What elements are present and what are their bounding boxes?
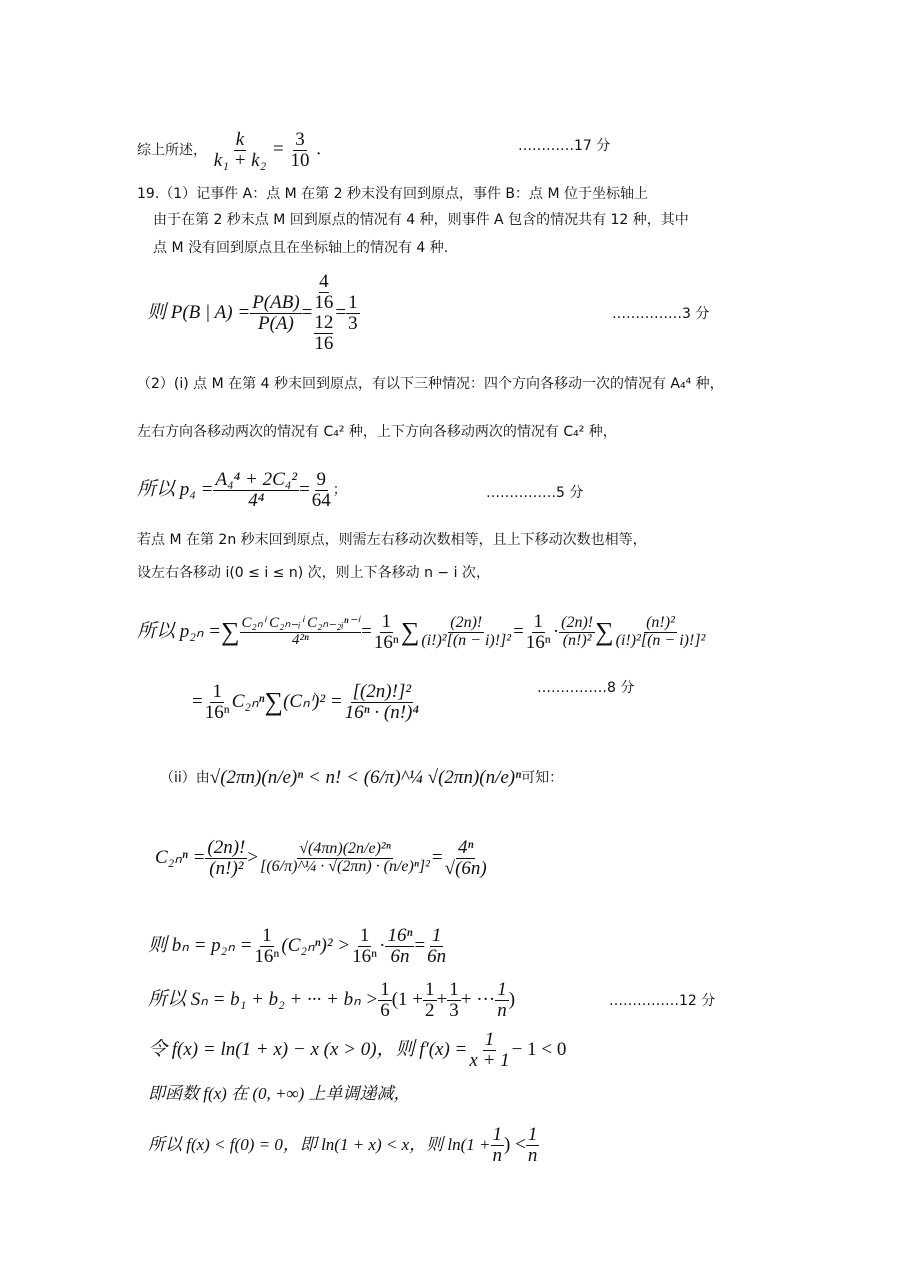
score-8: ……………8 分 — [537, 680, 635, 696]
fraction-1-3b: $\frac{1}{3}$ — [449, 978, 459, 1021]
q19-line-3: 点 M 没有回到原点且在坐标轴上的情况有 4 种. — [153, 240, 449, 256]
fraction-last-2: 1 n — [527, 1123, 538, 1166]
sn-inequality: 所以 Sₙ = b₁ + b₂ + ··· + bₙ > 1 6 (1 + $\frac{1}{2}$ + $\frac{1}{3}$ + ··· 1 n ) — [148, 978, 516, 1021]
part2-line-1: （2）(i) 点 M 在第 4 秒末回到原点，有以下三种情况：四个方向各移动一次的情况有 A₄⁴ 种， — [137, 376, 724, 392]
conclusion-line: 所以 f(x) < f(0) = 0，即 ln(1 + x) < x，则 ln(1 + $\frac{1}{n}$ ) < 1 n — [148, 1123, 538, 1166]
score-17: …………17 分 — [518, 138, 611, 154]
fraction-3-10: $\frac{3}{10}$ — [290, 129, 310, 171]
fraction-1-3: $\frac{1}{3}$ — [348, 291, 358, 334]
part2-line-5: 设左右各移动 i(0 ≤ i ≤ n) 次，则上下各移动 n − i 次， — [137, 565, 490, 581]
fraction-1-n: 1 n — [497, 978, 507, 1021]
fraction-bn-1: $\frac{1}{\text{16ⁿ}}$ — [254, 924, 280, 967]
summary-line: 综上所述， $\frac{k}{\text{k₁ + k₂}}$ = $\frac{3}{10}$ . — [137, 129, 321, 171]
fraction-pab-pa: $\frac{P(AB)}{P(A)}$ — [252, 291, 300, 334]
p4-formula: 所以 p₄ = $\frac{\text{A₄⁴ + 2C₄²}}{\text{4⁴}}$ = $\frac{9}{64}$ ； — [137, 468, 347, 511]
fraction-1-6: 1 6 — [380, 978, 390, 1021]
fraction-1-16n-b: $\frac{1}{\text{16ⁿ}}$ — [525, 610, 551, 653]
fraction-k: $\frac{k}{\text{k₁ + k₂}}$ — [213, 129, 267, 171]
fraction-bn-4: $\frac{1}{6n}$ — [427, 924, 447, 967]
fraction-9-64: $\frac{9}{64}$ — [311, 468, 331, 511]
fraction-1-16n-c: $\frac{1}{\text{16ⁿ}}$ — [204, 680, 230, 723]
bn-inequality: 则 bₙ = p₂ₙ = $\frac{1}{\text{16ⁿ}}$ (C₂ₙⁿ)² > 1 16ⁿ · $\frac{\text{16ⁿ}}{6n}$ = $\frac{1}{6n}$ — [148, 924, 447, 967]
fraction-n-fact: (n!)² (i!)²[(n − i)!]² — [615, 613, 706, 649]
score-12: ……………12 分 — [609, 993, 716, 1009]
fraction-bn-3: $\frac{\text{16ⁿ}}{6n}$ — [387, 924, 413, 967]
fraction-4n-sqrt6n: $\frac{\text{4ⁿ}}{√(6n)}$ — [444, 836, 487, 879]
part2-line-4: 若点 M 在第 2n 秒末回到原点，则需左右移动次数相等，且上下移动次数也相等， — [137, 532, 647, 548]
part2-line-2: 左右方向各移动两次的情况有 C₄² 种，上下方向各移动两次的情况有 C₄² 种， — [137, 424, 617, 440]
sum-symbol: ∑ — [221, 617, 240, 646]
q19-line-1: 19.（1）记事件 A：点 M 在第 2 秒末没有回到原点，事件 B：点 M 位于坐标轴上 — [137, 186, 649, 202]
fraction-fx: $\frac{1}{x + 1}$ — [469, 1028, 510, 1071]
fraction-1-16n-a: $\frac{1}{\text{16ⁿ}}$ — [373, 610, 399, 653]
fraction-2n-fact-b: (2n)! (n!)² — [561, 613, 594, 649]
p2n-formula-2: = $\frac{1}{\text{16ⁿ}}$ C₂ₙⁿ ∑ (Cₙⁱ)² = $\frac{\text{[(2n)!]²}}{\text{16ⁿ · (n!)⁴}}$ — [192, 680, 419, 723]
fraction-p2n-1: $\frac{\text{C₂ₙⁱ C₂ₙ₋ᵢⁱ C₂ₙ₋₂ᵢⁿ⁻ⁱ}}{\text{4²ⁿ}}$ — [241, 614, 360, 648]
fraction-bn-2: 1 16ⁿ — [352, 924, 378, 967]
fraction-2n-sq: $\frac{\text{[(2n)!]²}}{\text{16ⁿ · (n!)⁴}}$ — [344, 680, 419, 723]
stirling-line: （ii）由 √(2πn)(n/e)ⁿ < n! < (6/π)^¼ √(2πn)(n/e)ⁿ 可知： — [160, 767, 564, 788]
fraction-p4: $\frac{\text{A₄⁴ + 2C₄²}}{\text{4⁴}}$ — [215, 468, 298, 511]
sum-symbol: ∑ — [264, 687, 284, 716]
fraction-1-2: $\frac{1}{2}$ — [425, 978, 435, 1021]
fraction-stirling: $\frac{\text{√(4πn)(2n/e)²ⁿ}}{\text{[(6/π)\textasciicircum{}¼ · √(2πn) · (n/e)ⁿ]²}}$ — [260, 839, 430, 875]
sum-symbol: ∑ — [400, 617, 420, 646]
p2n-formula-1: 所以 p₂ₙ = ∑ $\frac{\text{C₂ₙⁱ C₂ₙ₋ᵢⁱ C₂ₙ₋₂ᵢⁿ⁻ⁱ}}{\text{4²ⁿ}}$ = $\frac{1}{\text{16ⁿ}}$ ∑ $\frac{(2n)!}{\text{(i!)²[(n − i)!]²}}$ = $\frac{1}{\text{16ⁿ}}$ · (2n)! (n!)² ∑ (n!)² (i!)²[(n − i)!]² — [137, 610, 706, 653]
score-5: ……………5 分 — [486, 485, 584, 501]
monotone-line: 即函数 f(x) 在 (0, +∞) 上单调递减， — [148, 1084, 411, 1103]
score-3: ……………3 分 — [612, 306, 710, 322]
q19-line-2: 由于在第 2 秒末点 M 回到原点的情况有 4 种，则事件 A 包含的情况共有 12 种，其中 — [153, 212, 689, 228]
sum-symbol: ∑ — [595, 617, 614, 646]
fraction-2n-fact-a: $\frac{(2n)!}{\text{(i!)²[(n − i)!]²}}$ — [421, 613, 512, 649]
c2n-inequality: C₂ₙⁿ = $\frac{(2n)!}{\text{(n!)²}}$ > $\frac{\text{√(4πn)(2n/e)²ⁿ}}{\text{[(6/π)\textasciicircum{}¼ · √(2πn) · (n/e)ⁿ]²}}$ = $\frac{\text{4ⁿ}}{√(6n)}$ — [155, 836, 487, 879]
fraction-2n-over-nsq: $\frac{(2n)!}{\text{(n!)²}}$ — [207, 836, 246, 879]
fx-definition: 令 f(x) = ln(1 + x) − x (x > 0)，则 f′(x) = $\frac{1}{x + 1}$ − 1 < 0 — [148, 1028, 567, 1071]
conditional-probability: 则 P(B | A) = $\frac{P(AB)}{P(A)}$ = 4 16 12 16 = $\frac{1}{3}$ — [147, 271, 358, 354]
fraction-compound: 4 16 12 16 — [314, 271, 334, 354]
fraction-last-1: $\frac{1}{n}$ — [492, 1123, 503, 1166]
